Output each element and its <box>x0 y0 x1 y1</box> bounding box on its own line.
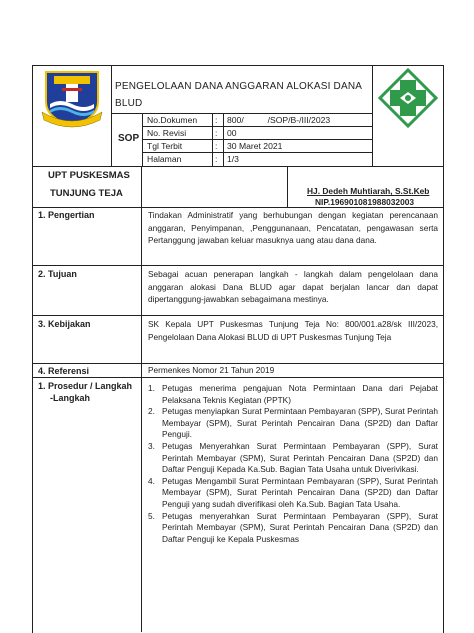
divider <box>111 113 372 114</box>
divider <box>212 113 213 167</box>
separator: : <box>215 128 218 138</box>
step-number: 2. <box>148 406 155 417</box>
org-name-line2: TUNJUNG TEJA <box>50 188 123 199</box>
divider <box>372 65 373 167</box>
org-name-line1: UPT PUSKESMAS <box>48 170 130 181</box>
document-title: PENGELOLAAN DANA ANGGARAN ALOKASI DANA BLUD <box>115 81 362 109</box>
divider <box>142 152 372 153</box>
divider <box>32 265 443 266</box>
step-text: Petugas menyerahkan Surat Permintaan Pembayaran (SPP), Surat Perintah Membayar (SPM), Surat Perintah Pencairan Dana (SP2D) dan Daftar Penguji ke Kepala Puskesmas <box>162 510 438 544</box>
regency-emblem-logo <box>40 68 104 135</box>
tgl-terbit-label: Tgl Terbit <box>147 141 183 151</box>
signer-name: HJ. Dedeh Muhtiarah, S.St.Keb <box>307 186 430 196</box>
section-label-prosedur: 1. Prosedur / Langkah <box>38 381 133 391</box>
procedure-step <box>148 383 438 406</box>
no-revisi-label: No. Revisi <box>147 128 187 138</box>
no-dokumen-label: No.Dokumen <box>147 115 198 125</box>
procedure-step <box>148 441 438 476</box>
halaman-value: 1/3 <box>227 154 239 164</box>
halaman-label: Halaman <box>147 154 182 164</box>
section-label-tujuan: 2. Tujuan <box>38 269 77 279</box>
section-label-referensi: 4. Referensi <box>38 366 90 376</box>
sop-label: SOP <box>118 133 140 144</box>
signer-nip: NIP.196901081988032003 <box>315 197 415 207</box>
divider <box>142 139 372 140</box>
step-text: Petugas menyiapkan Surat Permintaan Pembayaran (SPP), Surat Perintah Membayar (SPM), Surat Perintah Pencairan Dana (SP2D) dan Daftar Penguji. <box>162 406 438 440</box>
section-text-kebijakan: SK Kepala UPT Puskesmas Tunjung Teja No: 800/001.a28/sk III/2023, Pengelolaan Dana Alokasi BLUD di UPT Puskesmas Tunjung Teja <box>148 319 438 342</box>
divider <box>142 113 143 167</box>
step-number: 3. <box>148 440 155 451</box>
divider <box>111 65 112 167</box>
step-number: 4. <box>148 475 155 486</box>
divider <box>141 166 142 632</box>
step-text: Petugas menerima pengajuan Nota Permintaan Dana dari Pejabat Pelaksana Teknis Kegiatan (PPTK) <box>162 383 438 405</box>
procedure-steps-list <box>148 383 438 545</box>
procedure-step <box>148 476 438 511</box>
puskesmas-logo <box>378 68 438 133</box>
section-label-prosedur-cont: -Langkah <box>50 393 91 403</box>
section-text-pengertian: Tindakan Administratif yang berhubungan dengan kegiatan perencanaan anggaran, Penyimpanan, ,Penggunanaan, Pencatatan, pengawasan serta Pertanggung jawaban keluar masuknya uang atau dana dana. <box>148 210 438 246</box>
section-text-tujuan: Sebagai acuan penerapan langkah - langkah dalam pengelolaan dana anggaran alokasi Dana BLUD agar dapat berjalan lancar dan dapat dipertanggung-jawabkan sebagaimana mestinya. <box>148 269 438 305</box>
procedure-step <box>148 406 438 441</box>
section-label-kebijakan: 3. Kebijakan <box>38 319 91 329</box>
divider <box>32 315 443 316</box>
divider <box>32 207 443 208</box>
divider <box>142 126 372 127</box>
step-text: Petugas Menyerahkan Surat Permintaan Pembayaran (SPP), Surat Perintah Membayar (SPM), Surat Perintah Pencairan Dana (SP2D) dan Daftar Penguji Kepada Ka.Sub. Bagian Tata Usaha untuk Diverivikasi. <box>162 440 438 475</box>
separator: : <box>215 141 218 151</box>
procedure-step <box>148 511 438 546</box>
section-label-pengertian: 1. Pengertian <box>38 210 95 220</box>
step-text: Petugas Mengambil Surat Permintaan Pembayaran (SPP), Surat Perintah Membayar (SPM), Surat Perintah Pencairan Dana (SP2D) dan Daftar Penguji yang sudah diverifikasi oleh Ka.Sub. Bagian Tata Usaha. <box>162 475 438 509</box>
tgl-terbit-value: 30 Maret 2021 <box>227 141 283 151</box>
separator: : <box>215 154 218 164</box>
step-number: 5. <box>148 510 155 521</box>
step-number: 1. <box>148 383 155 393</box>
no-dokumen-value: 800/ /SOP/B-/III/2023 <box>227 115 331 125</box>
divider <box>287 166 288 208</box>
divider <box>223 113 224 167</box>
section-text-referensi: Permenkes Nomor 21 Tahun 2019 <box>148 365 275 375</box>
divider <box>32 377 443 378</box>
no-revisi-value: 00 <box>227 128 237 138</box>
divider <box>32 363 443 364</box>
divider <box>32 166 443 167</box>
separator: : <box>215 115 218 125</box>
